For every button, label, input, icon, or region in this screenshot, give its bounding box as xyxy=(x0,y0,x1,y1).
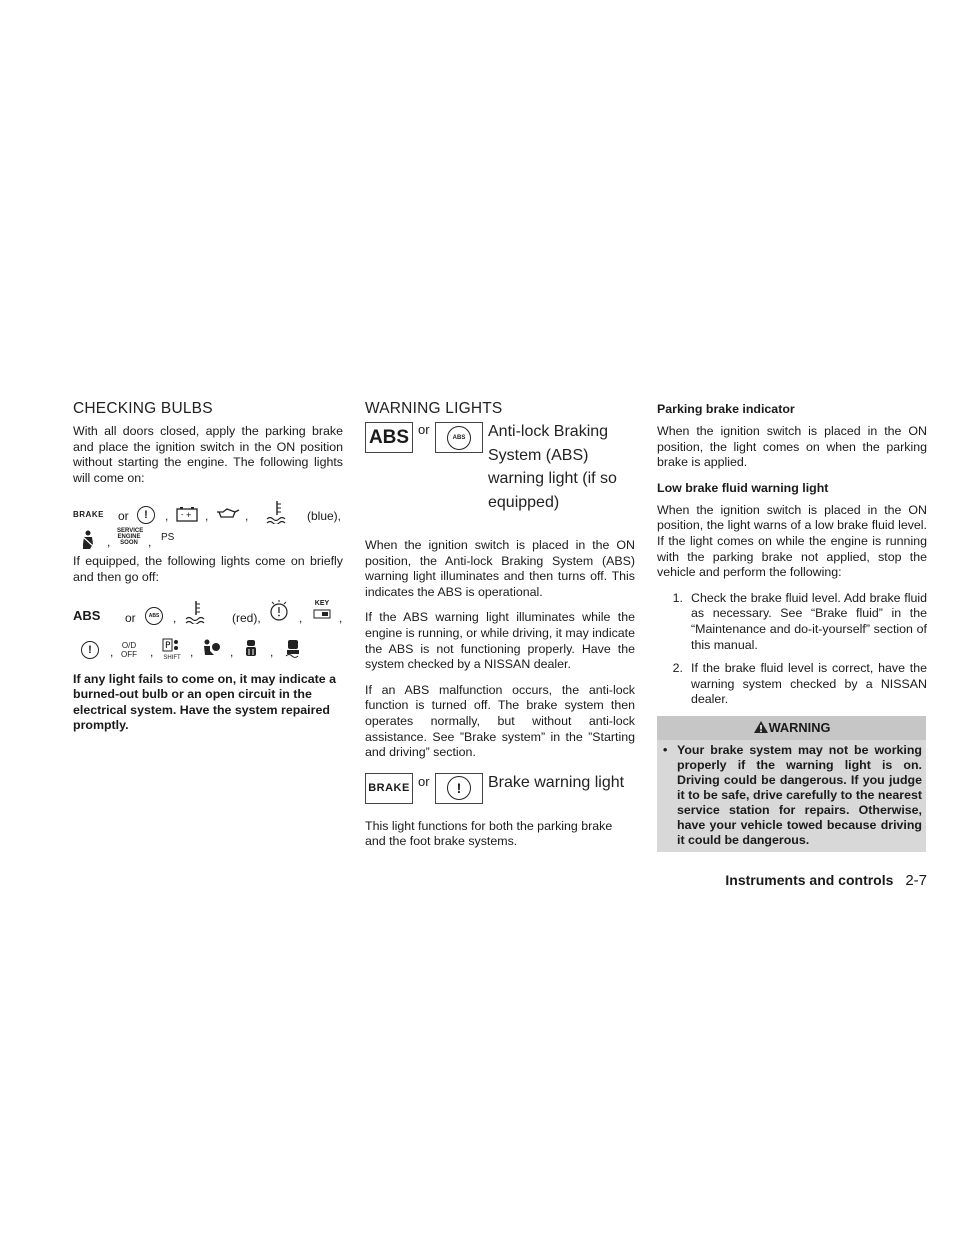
step-number: 2. xyxy=(672,661,683,676)
shift-label: SHIFT xyxy=(163,654,181,661)
abs-circle-label: ABS xyxy=(148,612,160,619)
page-footer xyxy=(725,872,927,889)
checking-bulbs-briefly: If equipped, the following lights come on briefly and then go off: xyxy=(73,554,343,584)
svg-text:- +: - + xyxy=(181,511,192,520)
abs-circle-icon xyxy=(145,607,163,625)
warning-header xyxy=(657,716,926,740)
svg-text:P: P xyxy=(165,640,171,651)
brake-text-icon: BRAKE xyxy=(365,773,413,804)
brake-fluid-steps xyxy=(657,591,927,708)
comma: , xyxy=(299,610,303,625)
brake-text-icon: BRAKE xyxy=(73,510,104,520)
comma: , xyxy=(165,509,169,524)
comma: , xyxy=(148,535,152,550)
comma: , xyxy=(230,644,234,659)
service-engine-soon-icon: SERVICE ENGINE SOON xyxy=(117,528,144,547)
shift-park-icon xyxy=(161,638,183,661)
column-brake-indicators xyxy=(657,400,927,716)
seat-belt-icon xyxy=(80,530,96,550)
tire-pressure-icon xyxy=(269,600,289,622)
comma: , xyxy=(205,509,209,524)
park-icon xyxy=(161,638,181,652)
bulb-failure-warning: If any light fails to come on, it may indicate a burned-out bulb or an open circuit in the electrical system. Have the system repaired promptly. xyxy=(73,671,337,733)
seat-occupant-icon xyxy=(243,639,259,657)
oil-pressure-icon xyxy=(215,506,241,520)
warning-text: Your brake system may not be working properly if the warning light is on. Driving could be dangerous. If you judge it to be safe, drive carefully to the nearest service station for repairs. Otherwise, have your vehicle towed because driving it could be dangerous. xyxy=(677,743,922,847)
page-number: 2-7 xyxy=(905,872,927,889)
comma: , xyxy=(339,610,343,625)
blue-label: (blue), xyxy=(307,509,342,524)
abs-circle-icon-box xyxy=(435,422,483,453)
battery-icon xyxy=(176,506,198,522)
checking-bulbs-intro: With all doors closed, apply the parking brake and place the ignition switch in the ON position without starting the engine. The following lights will come on: xyxy=(73,424,343,485)
parking-brake-subheading: Parking brake indicator xyxy=(657,402,795,416)
abs-text-icon: ABS xyxy=(73,607,101,623)
abs-warning-title: Anti-lock Braking System (ABS) warning light (if so equipped) xyxy=(488,423,617,511)
brake-light-paragraph: This light functions for both the parking brake and the foot brake systems. xyxy=(365,818,613,849)
brake-exclamation-icon-box xyxy=(435,773,483,804)
bulb-icons-row-1 xyxy=(73,506,343,528)
coolant-temperature-icon xyxy=(185,600,207,624)
bullet-dot: • xyxy=(663,743,668,757)
brake-exclamation-icon: ! xyxy=(137,506,155,524)
abs-text-icon: ABS xyxy=(365,422,413,453)
step-number: 1. xyxy=(672,590,683,605)
brake-warning-title: Brake warning light xyxy=(488,773,625,791)
or-text: or xyxy=(118,509,129,524)
step-text: If the brake fluid level is correct, have the warning system checked by a NISSAN dealer. xyxy=(691,661,927,707)
list-item xyxy=(657,591,927,653)
key-label: KEY xyxy=(314,599,330,607)
comma: , xyxy=(173,610,177,625)
red-label: (red), xyxy=(232,610,261,625)
checking-bulbs-heading: CHECKING BULBS xyxy=(73,400,213,417)
brake-warning-light-block xyxy=(365,771,635,805)
or-text: or xyxy=(418,422,430,437)
warning-bullet xyxy=(661,743,922,848)
bulb-icons-row-2 xyxy=(73,528,343,554)
abs-paragraph-1: When the ignition switch is placed in the ON position, the Anti-lock Braking System (ABS) warning light illuminates and then turns off. This indicates the ABS is operational. xyxy=(365,538,635,599)
tpms-exclamation-icon: ! xyxy=(81,641,99,659)
warning-triangle-icon xyxy=(753,720,769,734)
comma: , xyxy=(110,644,114,659)
abs-warning-light-block xyxy=(365,420,635,518)
warning-title: WARNING xyxy=(768,720,831,735)
key-warning-icon xyxy=(313,600,331,622)
brake-warning-box xyxy=(657,716,926,852)
column-checking-bulbs xyxy=(73,400,343,744)
od-label: O/D xyxy=(121,640,137,650)
off-label: OFF xyxy=(121,649,137,659)
footer-section: Instruments and controls xyxy=(725,872,894,888)
abs-circle-label: ABS xyxy=(452,434,466,441)
abs-paragraph-2: If the ABS warning light illuminates while the engine is running, or while driving, it may indicate the ABS is not functioning properly. Have the system checked by a NISSAN dealer. xyxy=(365,610,635,672)
bulb-icons-row-3 xyxy=(73,599,343,630)
comma: , xyxy=(270,644,274,659)
warning-lights-heading: WARNING LIGHTS xyxy=(365,400,503,417)
parking-brake-paragraph: When the ignition switch is placed in the ON position, the light comes on when the parking brake is applied. xyxy=(657,424,927,470)
or-text: or xyxy=(418,773,430,789)
coolant-temperature-icon xyxy=(266,500,288,524)
or-text: or xyxy=(125,610,136,625)
abs-paragraph-3: If an ABS malfunction occurs, the anti-lock function is turned off. The brake system then operates normally, but without anti-lock assistance. See ”Brake system” in the ”Starting and driving” section. xyxy=(365,682,635,760)
comma: , xyxy=(190,644,194,659)
abs-circle-icon xyxy=(447,426,471,450)
power-steering-icon: PS xyxy=(161,532,175,544)
key-icon xyxy=(313,609,331,619)
column-warning-lights xyxy=(365,400,635,860)
step-text: Check the brake fluid level. Add brake fluid as necessary. See “Brake fluid” in the “Maintenance and do-it-yourself” section of this manual. xyxy=(691,590,927,652)
low-brake-fluid-subheading: Low brake fluid warning light xyxy=(657,480,829,495)
bulb-icons-row-4 xyxy=(73,640,343,668)
low-brake-fluid-paragraph: When the ignition switch is placed in the ON position, the light warns of a low brake fluid level. If the light comes on while the engine is running with the parking brake not applied, stop the vehicle and perform the following: xyxy=(657,502,927,580)
comma: , xyxy=(150,644,154,659)
comma: , xyxy=(107,535,111,550)
warning-body xyxy=(657,740,926,852)
brake-exclamation-icon: ! xyxy=(447,776,471,800)
airbag-icon xyxy=(201,639,221,657)
slip-indicator-icon xyxy=(284,639,302,659)
list-item xyxy=(657,661,927,708)
comma: , xyxy=(245,509,249,524)
od-off-icon xyxy=(121,641,137,659)
